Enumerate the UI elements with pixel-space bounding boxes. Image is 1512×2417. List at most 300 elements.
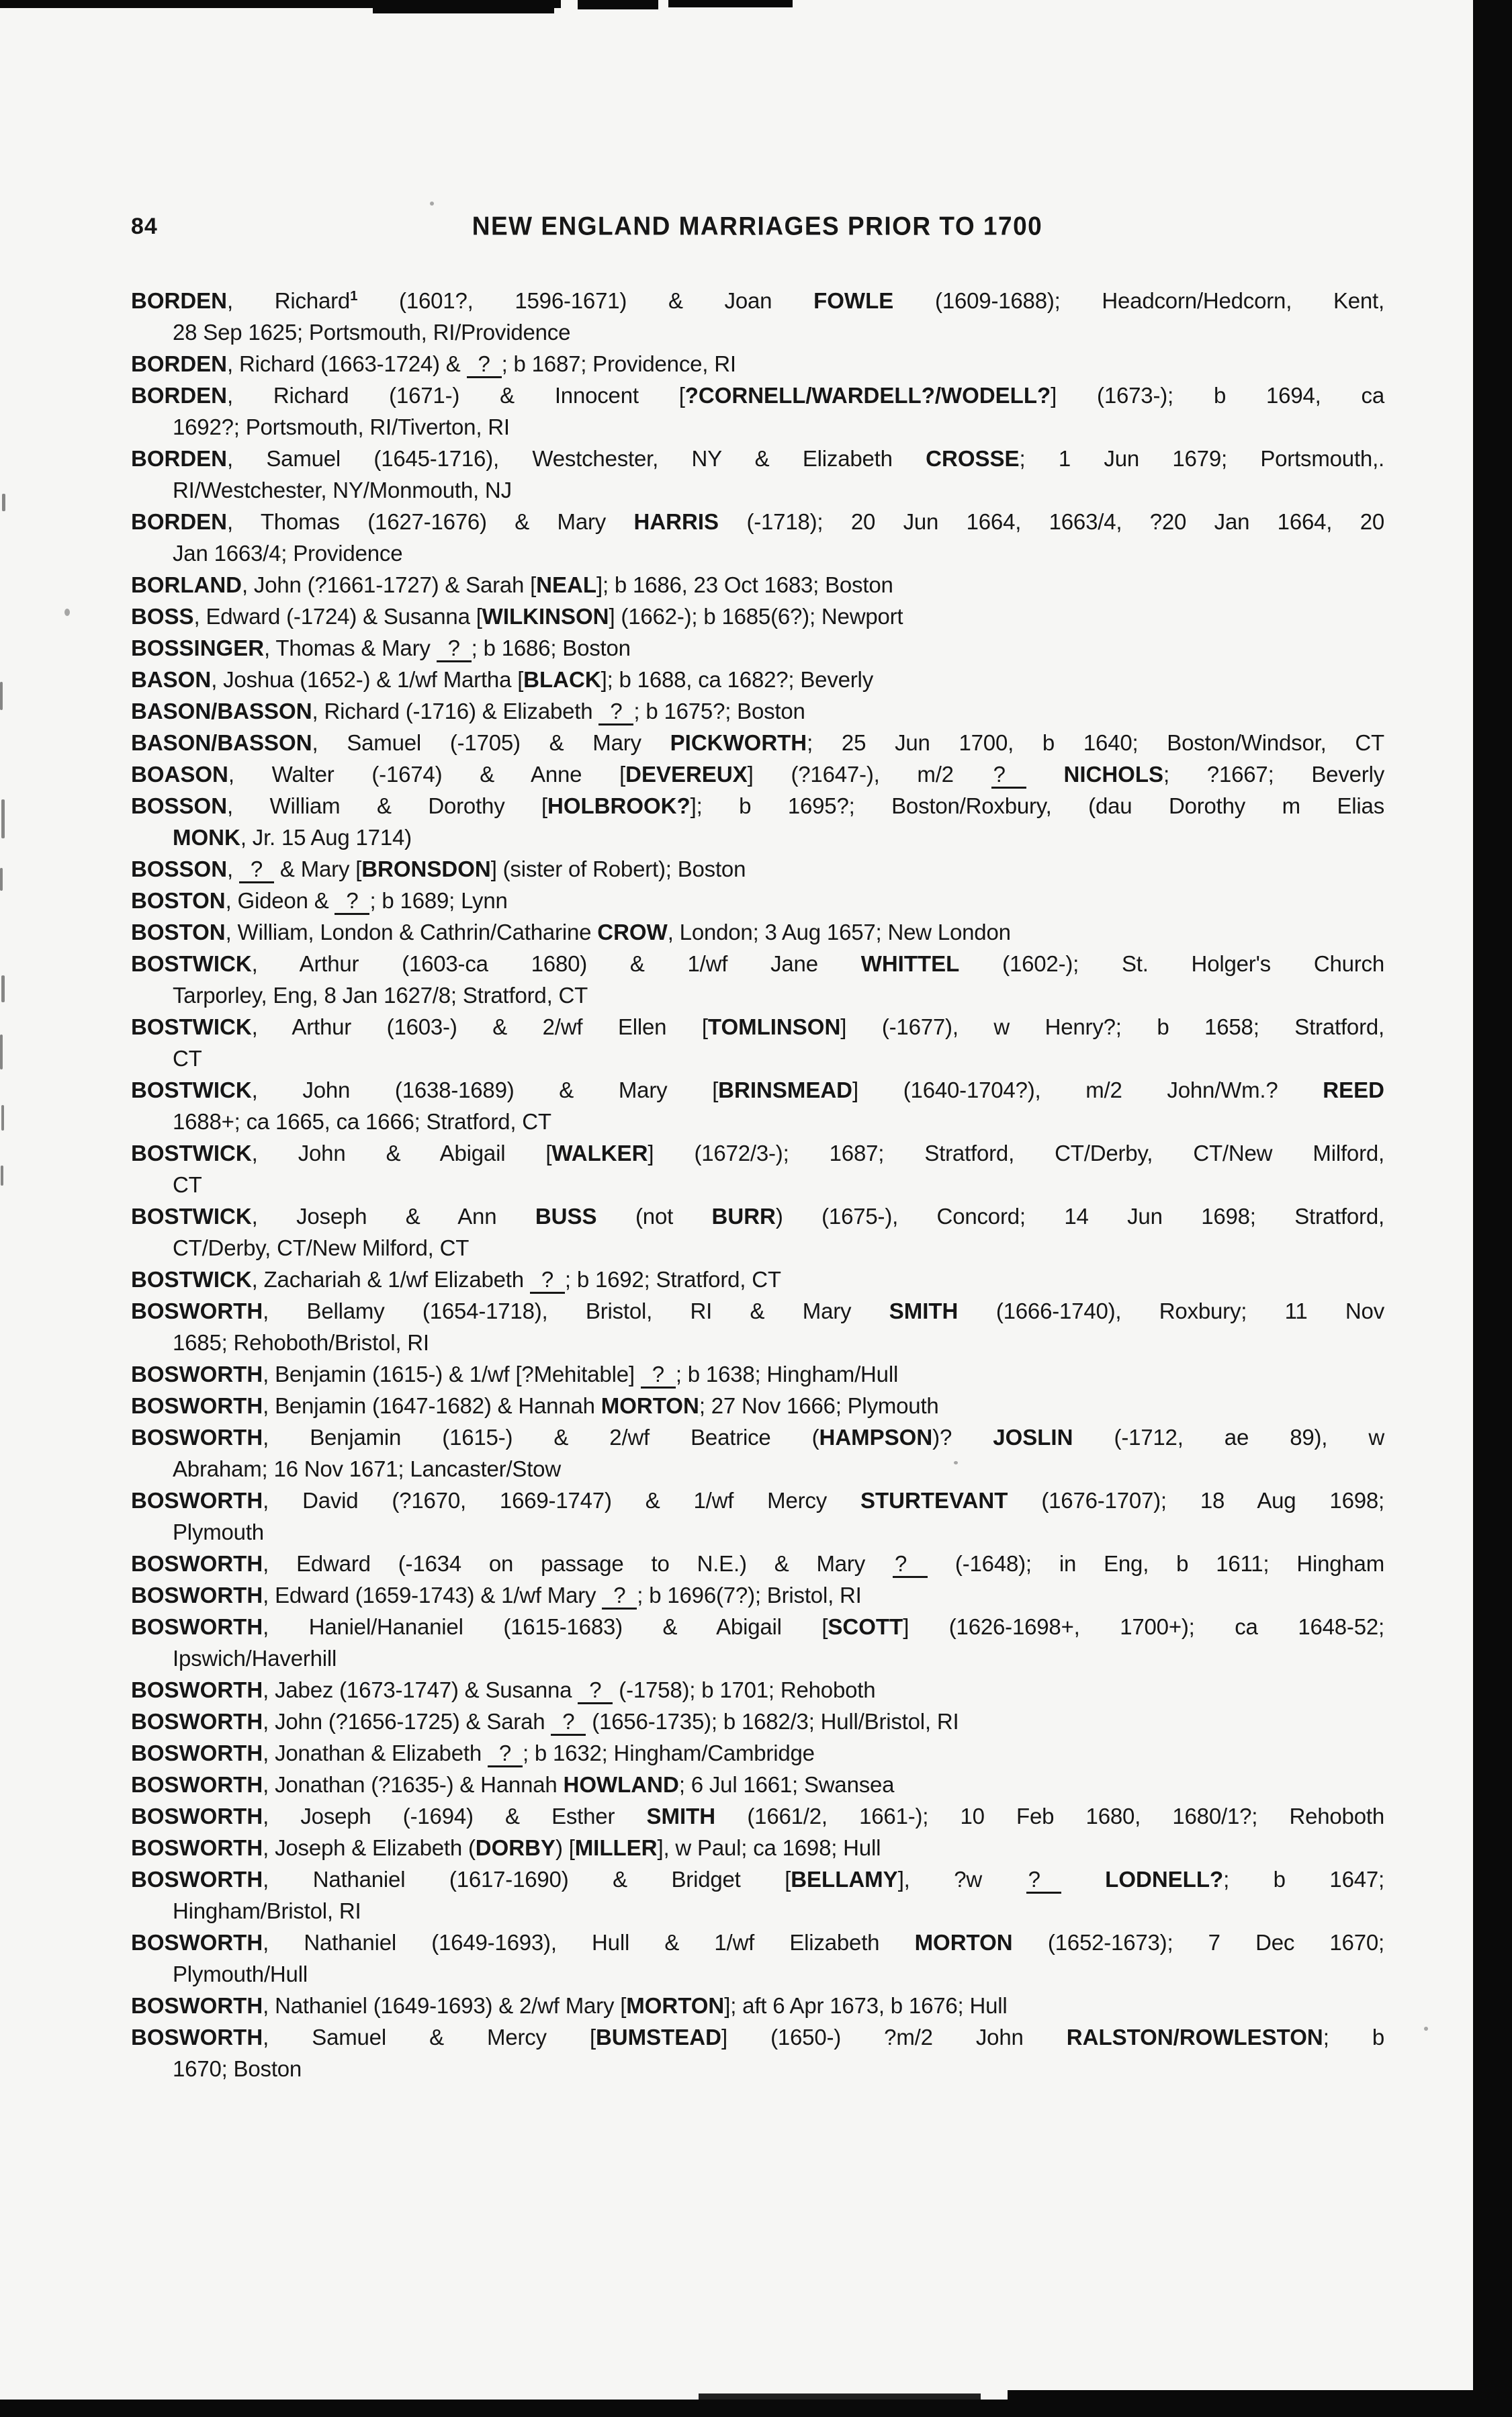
entry-text: , Thomas (1627-1676) & Mary <box>227 509 634 534</box>
entry-text: Plymouth/Hull <box>173 1962 308 1986</box>
marriage-entry <box>131 1706 1384 1737</box>
marriage-entry <box>131 1674 1384 1706</box>
entry-text: ; b 1638; Hingham/Hull <box>675 1362 899 1387</box>
surname-bold: BOSWORTH <box>131 1804 263 1829</box>
marriage-entry <box>131 601 1384 632</box>
scan-artifact-mark <box>0 1035 3 1069</box>
entry-text: , Thomas & Mary <box>264 635 437 660</box>
entry-text: ], ?w <box>897 1867 1026 1892</box>
generation-superscript: 1 <box>350 288 358 304</box>
surname-bold: BASON/BASSON <box>131 699 312 723</box>
entry-text: (1652-1673); 7 Dec 1670; <box>1012 1930 1384 1955</box>
surname-bold: BOSWORTH <box>131 1425 263 1450</box>
entry-line <box>131 1485 1384 1516</box>
marriage-entry <box>131 285 1384 348</box>
entry-text: , William & Dorothy [ <box>227 793 548 818</box>
marriage-entry <box>131 632 1384 664</box>
entry-text: ) [ <box>555 1835 575 1860</box>
entry-text: Hingham/Bristol, RI <box>173 1898 361 1923</box>
unknown-name-blank: ? <box>1026 1868 1061 1894</box>
entry-text: , Samuel (-1705) & Mary <box>312 730 670 755</box>
entry-text: ]; aft 6 Apr 1673, b 1676; Hull <box>724 1993 1008 2018</box>
entry-text: (-1718); 20 Jun 1664, 1663/4, ?20 Jan 1664, 20 <box>719 509 1385 534</box>
surname-bold: BORDEN <box>131 383 228 408</box>
surname-bold: BOSWORTH <box>131 1867 263 1892</box>
unknown-name-blank: ? <box>335 889 369 915</box>
surname-bold: BOSWORTH <box>131 1299 263 1323</box>
surname-bold: BORDEN <box>131 351 228 376</box>
marriage-entry <box>131 443 1384 506</box>
surname-bold: NEAL <box>536 572 596 597</box>
entry-line <box>131 664 1384 695</box>
entry-text: (1609-1688); Headcorn/Hedcorn, Kent, <box>893 288 1384 313</box>
surname-bold: BOSWORTH <box>131 1551 263 1576</box>
surname-bold: TOMLINSON <box>707 1014 841 1039</box>
surname-bold: SMITH <box>889 1299 959 1323</box>
entry-text: , Jonathan & Elizabeth <box>263 1741 488 1765</box>
entry-line <box>131 1895 1384 1927</box>
marriage-entry <box>131 2021 1384 2084</box>
surname-bold: BOSS <box>131 604 194 629</box>
unknown-name-blank: ? <box>437 637 472 662</box>
entry-line <box>131 348 1384 380</box>
entry-line <box>131 1453 1384 1485</box>
marriage-entry <box>131 1011 1384 1074</box>
scan-artifact-bottom-jag2 <box>699 2393 981 2400</box>
surname-bold: HARRIS <box>633 509 719 534</box>
entry-line <box>131 316 1384 348</box>
entry-text: ] (1626-1698+, 1700+); ca 1648-52; <box>903 1614 1384 1639</box>
surname-bold: BOSWORTH <box>131 1930 263 1955</box>
entry-line <box>131 632 1384 664</box>
marriage-entry <box>131 1927 1384 1990</box>
entry-line <box>131 979 1384 1011</box>
marriage-entry <box>131 1200 1384 1264</box>
entry-line <box>131 885 1384 916</box>
surname-bold: BOSTWICK <box>131 1267 252 1292</box>
marriage-entry <box>131 727 1384 758</box>
surname-bold: BELLAMY <box>791 1867 898 1892</box>
entry-line <box>131 1106 1384 1137</box>
entry-line <box>131 601 1384 632</box>
surname-bold: SMITH <box>646 1804 716 1829</box>
entry-text: , Arthur (1603-ca 1680) & 1/wf Jane <box>251 951 861 976</box>
entry-line <box>131 1769 1384 1800</box>
unknown-name-blank: ? <box>578 1679 613 1704</box>
surname-bold: SCOTT <box>828 1614 903 1639</box>
entry-line <box>131 916 1384 948</box>
surname-bold: BOSSON <box>131 793 228 818</box>
entry-text: Tarporley, Eng, 8 Jan 1627/8; Stratford, CT <box>173 983 588 1008</box>
marriage-entry <box>131 1485 1384 1548</box>
entry-text: Ipswich/Haverhill <box>173 1646 337 1671</box>
surname-bold: REED <box>1323 1078 1384 1102</box>
entry-line <box>131 1863 1384 1895</box>
entry-line <box>131 569 1384 601</box>
entry-text: , Joshua (1652-) & 1/wf Martha [ <box>211 667 524 692</box>
entry-text: , Haniel/Hananiel (1615-1683) & Abigail [ <box>263 1614 828 1639</box>
entry-text: (1656-1735); b 1682/3; Hull/Bristol, RI <box>586 1709 959 1734</box>
entry-text: (1666-1740), Roxbury; 11 Nov <box>958 1299 1384 1323</box>
surname-bold: BOSTWICK <box>131 1141 252 1166</box>
entry-line <box>131 822 1384 853</box>
surname-bold: BOSTWICK <box>131 1204 252 1229</box>
unknown-name-blank: ? <box>530 1268 565 1294</box>
entry-text: , Bellamy (1654-1718), Bristol, RI & Mary <box>263 1299 889 1323</box>
entry-text: ) (1675-), Concord; 14 Jun 1698; Stratford, <box>775 1204 1384 1229</box>
surname-bold: BRONSDON <box>361 856 491 881</box>
entry-line <box>131 1295 1384 1327</box>
entry-text: , David (?1670, 1669-1747) & 1/wf Mercy <box>263 1488 860 1513</box>
entry-line <box>131 1137 1384 1169</box>
entry-text: , Richard (1663-1724) & <box>227 351 467 376</box>
surname-bold: BORDEN <box>131 446 228 471</box>
entry-text: , Arthur (1603-) & 2/wf Ellen [ <box>251 1014 708 1039</box>
surname-bold: BOSWORTH <box>131 1709 263 1734</box>
marriage-entry <box>131 1074 1384 1137</box>
running-title: NEW ENGLAND MARRIAGES PRIOR TO 1700 <box>472 211 1043 241</box>
surname-bold: BOSWORTH <box>131 1741 263 1765</box>
entry-text: ; 1 Jun 1679; Portsmouth,. <box>1019 446 1385 471</box>
entry-text: ], w Paul; ca 1698; Hull <box>657 1835 881 1860</box>
entry-line <box>131 790 1384 822</box>
surname-bold: MORTON <box>914 1930 1013 1955</box>
unknown-name-blank: ? <box>641 1363 676 1389</box>
entry-text: , London; 3 Aug 1657; New London <box>667 920 1011 944</box>
surname-bold: BOSTWICK <box>131 951 252 976</box>
entry-text: ] (?1647-), m/2 <box>747 762 991 787</box>
entry-text: , Richard (1671-) & Innocent [ <box>227 383 685 408</box>
entry-text: 1670; Boston <box>173 2056 302 2081</box>
entry-text: ] (1672/3-); 1687; Stratford, CT/Derby, CT/New Milford, <box>648 1141 1384 1166</box>
surname-bold: PICKWORTH <box>670 730 807 755</box>
entry-line <box>131 1200 1384 1232</box>
entry-line <box>131 2053 1384 2084</box>
entry-line <box>131 1232 1384 1264</box>
entry-line <box>131 1642 1384 1674</box>
surname-bold: BOSWORTH <box>131 1614 263 1639</box>
surname-bold: CROW <box>597 920 668 944</box>
surname-bold: BOSTON <box>131 920 226 944</box>
entry-text: ; b 1632; Hingham/Cambridge <box>522 1741 815 1765</box>
entry-text: ; b 1687; Providence, RI <box>501 351 736 376</box>
entry-text: , Nathaniel (1617-1690) & Bridget [ <box>263 1867 791 1892</box>
surname-bold: WHITTEL <box>860 951 960 976</box>
entry-text: Plymouth <box>173 1520 264 1544</box>
entry-text: (1601?, 1596-1671) & Joan <box>357 288 814 313</box>
entry-line <box>131 1421 1384 1453</box>
entry-line <box>131 1327 1384 1358</box>
marriage-entry <box>131 1421 1384 1485</box>
surname-bold: WILKINSON <box>482 604 609 629</box>
scan-artifact-mark <box>1 975 5 1002</box>
surname-bold: BOSTON <box>131 888 226 913</box>
entry-line <box>131 1579 1384 1611</box>
surname-bold: LODNELL? <box>1105 1867 1224 1892</box>
surname-bold: MONK <box>173 825 240 850</box>
marriage-entry <box>131 1264 1384 1295</box>
entry-line <box>131 1927 1384 1958</box>
entry-line <box>131 1958 1384 1990</box>
surname-bold: MILLER <box>574 1835 658 1860</box>
entry-text: ; b 1692; Stratford, CT <box>564 1267 781 1292</box>
scan-artifact-mark <box>1 1166 3 1186</box>
unknown-name-blank: ? <box>488 1742 523 1767</box>
entry-text: , Nathaniel (1649-1693), Hull & 1/wf Elizabeth <box>263 1930 915 1955</box>
surname-bold: BOSWORTH <box>131 1583 263 1608</box>
entry-text: (1676-1707); 18 Aug 1698; <box>1008 1488 1384 1513</box>
marriage-entry <box>131 1990 1384 2021</box>
entry-text: ] (1662-); b 1685(6?); Newport <box>609 604 903 629</box>
marriage-entry <box>131 1863 1384 1927</box>
entry-text: ; b <box>1323 2025 1384 2050</box>
entry-text: ]; b 1688, ca 1682?; Beverly <box>601 667 873 692</box>
entry-line <box>131 1737 1384 1769</box>
entry-text: ; ?1667; Beverly <box>1163 762 1385 787</box>
entries <box>131 285 1384 2084</box>
entry-text: 1692?; Portsmouth, RI/Tiverton, RI <box>173 414 510 439</box>
entry-line <box>131 1169 1384 1200</box>
page-header <box>131 212 1384 242</box>
scan-artifact-speck <box>430 202 434 206</box>
entry-text: )? <box>932 1425 993 1450</box>
entry-text: ; 6 Jul 1661; Swansea <box>678 1772 895 1797</box>
entry-line <box>131 1074 1384 1106</box>
entry-text: ]; b 1695?; Boston/Roxbury, (dau Dorothy m Elias <box>690 793 1385 818</box>
entry-text: (-1712, ae 89), w <box>1073 1425 1384 1450</box>
entry-line <box>131 1674 1384 1706</box>
marriage-entry <box>131 790 1384 853</box>
entry-line <box>131 1611 1384 1642</box>
surname-bold: HAMPSON <box>819 1425 933 1450</box>
entry-text: , Benjamin (1647-1682) & Hannah <box>263 1393 601 1418</box>
entry-text: , John & Abigail [ <box>251 1141 552 1166</box>
unknown-name-blank: ? <box>598 700 633 726</box>
surname-bold: BOSSINGER <box>131 635 265 660</box>
marriage-entry <box>131 348 1384 380</box>
marriage-entry <box>131 758 1384 790</box>
unknown-name-blank: ? <box>551 1710 586 1736</box>
scan-artifact-speck <box>64 609 70 616</box>
surname-bold: BUSS <box>535 1204 597 1229</box>
entry-text: ] (1673-); b 1694, ca <box>1051 383 1384 408</box>
scan-artifact-top-dash <box>578 0 658 9</box>
entry-line <box>131 1990 1384 2021</box>
unknown-name-blank: ? <box>239 858 274 883</box>
surname-bold: BOSWORTH <box>131 1835 263 1860</box>
marriage-entry <box>131 1832 1384 1863</box>
scan-artifact-mark <box>1 799 5 838</box>
entry-text: , Benjamin (1615-) & 1/wf [?Mehitable] <box>263 1362 641 1387</box>
entry-text: , <box>227 856 239 881</box>
entry-text: , Nathaniel (1649-1693) & 2/wf Mary [ <box>263 1993 627 2018</box>
surname-bold: RALSTON/ROWLESTON <box>1066 2025 1323 2050</box>
entry-text: ] (1650-) ?m/2 John <box>721 2025 1067 2050</box>
entry-text: , John (1638-1689) & Mary [ <box>251 1078 719 1102</box>
marriage-entry <box>131 1800 1384 1832</box>
entry-text: ] (1640-1704?), m/2 John/Wm.? <box>852 1078 1323 1102</box>
surname-bold: BORDEN <box>131 509 228 534</box>
entry-line <box>131 1706 1384 1737</box>
entry-text: Jan 1663/4; Providence <box>173 541 403 566</box>
entry-text: CT <box>173 1046 202 1071</box>
entry-line <box>131 2021 1384 2053</box>
surname-bold: WALKER <box>551 1141 648 1166</box>
marriage-entry <box>131 695 1384 727</box>
entry-text: ] (-1677), w Henry?; b 1658; Stratford, <box>840 1014 1384 1039</box>
surname-bold: DORBY <box>475 1835 555 1860</box>
surname-bold: BOSWORTH <box>131 1772 263 1797</box>
entry-text: ] (sister of Robert); Boston <box>490 856 746 881</box>
entry-text: ; b 1689; Lynn <box>369 888 508 913</box>
surname-bold: BOSTWICK <box>131 1014 252 1039</box>
entry-text: , Jr. 15 Aug 1714) <box>240 825 412 850</box>
entry-line <box>131 411 1384 443</box>
scan-artifact-right-bar <box>1473 0 1512 2417</box>
surname-bold: BURR <box>711 1204 776 1229</box>
surname-bold: BASON/BASSON <box>131 730 312 755</box>
entry-line <box>131 474 1384 506</box>
entry-text: , John (?1661-1727) & Sarah [ <box>241 572 537 597</box>
marriage-entry <box>131 1737 1384 1769</box>
entry-text: RI/Westchester, NY/Monmouth, NJ <box>173 478 512 502</box>
unknown-name-blank: ? <box>893 1552 928 1578</box>
entry-line <box>131 948 1384 979</box>
entry-text: , John (?1656-1725) & Sarah <box>263 1709 551 1734</box>
surname-bold: BRINSMEAD <box>718 1078 853 1102</box>
entry-text: Abraham; 16 Nov 1671; Lancaster/Stow <box>173 1456 561 1481</box>
surname-bold: FOWLE <box>813 288 894 313</box>
entry-text: ; b 1675?; Boston <box>633 699 805 723</box>
entry-line <box>131 1011 1384 1043</box>
unknown-name-blank: ? <box>602 1584 637 1610</box>
marriage-entry <box>131 1358 1384 1390</box>
entry-text: ; 27 Nov 1666; Plymouth <box>699 1393 939 1418</box>
entry-line <box>131 506 1384 537</box>
entry-line <box>131 727 1384 758</box>
entry-text: (-1648); in Eng, b 1611; Hingham <box>927 1551 1385 1576</box>
entry-text: 1685; Rehoboth/Bristol, RI <box>173 1330 429 1355</box>
surname-bold: BOSWORTH <box>131 1362 263 1387</box>
entry-text: 1688+; ca 1665, ca 1666; Stratford, CT <box>173 1109 551 1134</box>
surname-bold: ?CORNELL/WARDELL?/WODELL? <box>684 383 1051 408</box>
entry-text: , Walter (-1674) & Anne [ <box>228 762 626 787</box>
entry-text: , Zachariah & 1/wf Elizabeth <box>251 1267 530 1292</box>
entry-text: (1661/2, 1661-); 10 Feb 1680, 1680/1?; Rehoboth <box>715 1804 1384 1829</box>
marriage-entry <box>131 664 1384 695</box>
entry-line <box>131 443 1384 474</box>
marriage-entry <box>131 1611 1384 1674</box>
scan-artifact-bottom-bar <box>0 2400 1512 2417</box>
entry-text: , William, London & Cathrin/Catharine <box>225 920 598 944</box>
entry-text: , Edward (1659-1743) & 1/wf Mary <box>263 1583 603 1608</box>
surname-bold: BORLAND <box>131 572 242 597</box>
entry-text: ; b 1696(7?); Bristol, RI <box>637 1583 862 1608</box>
entry-line <box>131 380 1384 411</box>
entry-text: ; b 1686; Boston <box>471 635 631 660</box>
marriage-entry <box>131 1579 1384 1611</box>
entry-text: ]; b 1686, 23 Oct 1683; Boston <box>596 572 893 597</box>
marriage-entry <box>131 1390 1384 1421</box>
surname-bold: MORTON <box>626 1993 725 2018</box>
surname-bold: BUMSTEAD <box>595 2025 721 2050</box>
entry-text: , Edward (-1724) & Susanna [ <box>193 604 482 629</box>
surname-bold: DEVEREUX <box>625 762 748 787</box>
surname-bold: BOSWORTH <box>131 1677 263 1702</box>
scan-artifact-mark <box>0 868 3 891</box>
marriage-entry <box>131 948 1384 1011</box>
entry-text: (1602-); St. Holger's Church <box>959 951 1384 976</box>
entry-line <box>131 695 1384 727</box>
entry-line <box>131 537 1384 569</box>
entry-text: , Joseph (-1694) & Esther <box>263 1804 647 1829</box>
scan-artifact-top-dash2 <box>668 0 793 7</box>
scan-artifact-top-nub <box>373 0 554 13</box>
entry-text: & Mary [ <box>273 856 362 881</box>
entry-line <box>131 285 1384 316</box>
entry-text <box>1061 1867 1106 1892</box>
entry-text: , Richard <box>227 288 351 313</box>
page-number: 84 <box>131 214 158 239</box>
marriage-entry <box>131 506 1384 569</box>
marriage-entry <box>131 1137 1384 1200</box>
entry-line <box>131 758 1384 790</box>
scan-artifact-mark <box>2 494 5 511</box>
entry-text: CT/Derby, CT/New Milford, CT <box>173 1235 470 1260</box>
surname-bold: HOLBROOK? <box>547 793 691 818</box>
marriage-entry <box>131 569 1384 601</box>
surname-bold: BASON <box>131 667 212 692</box>
scan-artifact-speck <box>1424 2027 1428 2031</box>
scan-artifact-mark <box>0 682 3 710</box>
entry-text: (not <box>596 1204 712 1229</box>
entry-text: , Samuel (1645-1716), Westchester, NY & Elizabeth <box>227 446 926 471</box>
entry-text: , Samuel & Mercy [ <box>263 2025 596 2050</box>
surname-bold: BOSSON <box>131 856 228 881</box>
entry-text: ; b 1647; <box>1223 1867 1384 1892</box>
marriage-entry <box>131 1295 1384 1358</box>
entry-text: , Richard (-1716) & Elizabeth <box>312 699 599 723</box>
unknown-name-blank: ? <box>467 353 502 378</box>
entry-text: , Gideon & <box>225 888 335 913</box>
unknown-name-blank: ? <box>991 763 1026 789</box>
scan-artifact-mark <box>1 1105 4 1131</box>
entry-line <box>131 1800 1384 1832</box>
entry-line <box>131 1358 1384 1390</box>
marriage-entry <box>131 380 1384 443</box>
entry-text: , Joseph & Ann <box>251 1204 535 1229</box>
entry-line <box>131 853 1384 885</box>
entry-text: , Joseph & Elizabeth ( <box>263 1835 476 1860</box>
surname-bold: NICHOLS <box>1063 762 1163 787</box>
marriage-entry <box>131 885 1384 916</box>
surname-bold: CROSSE <box>926 446 1020 471</box>
surname-bold: STURTEVANT <box>860 1488 1008 1513</box>
entry-text: CT <box>173 1172 202 1197</box>
entry-text: , Edward (-1634 on passage to N.E.) & Mary <box>263 1551 893 1576</box>
entry-text <box>1026 762 1064 787</box>
entry-line <box>131 1390 1384 1421</box>
entry-text: (-1758); b 1701; Rehoboth <box>613 1677 876 1702</box>
entry-line <box>131 1264 1384 1295</box>
surname-bold: BOSWORTH <box>131 1393 263 1418</box>
entry-text: ; 25 Jun 1700, b 1640; Boston/Windsor, CT <box>807 730 1384 755</box>
surname-bold: BOASON <box>131 762 228 787</box>
surname-bold: BORDEN <box>131 288 228 313</box>
entry-text: , Benjamin (1615-) & 2/wf Beatrice ( <box>263 1425 819 1450</box>
entry-text: 28 Sep 1625; Portsmouth, RI/Providence <box>173 320 571 345</box>
marriage-entry <box>131 1769 1384 1800</box>
